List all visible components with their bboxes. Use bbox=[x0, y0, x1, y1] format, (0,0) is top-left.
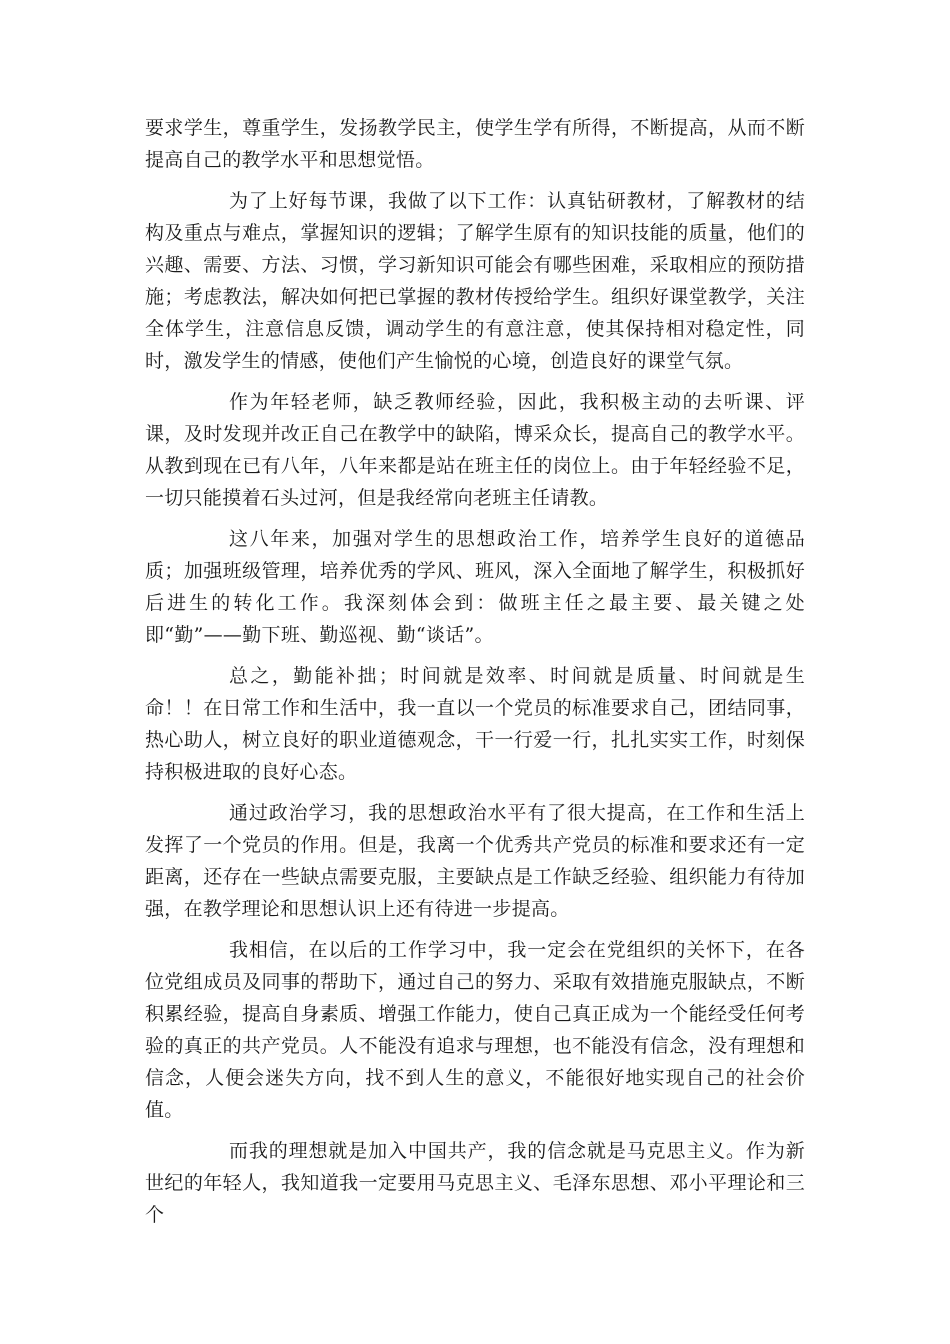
paragraph-2: 为了上好每节课，我做了以下工作：认真钻研教材，了解教材的结构及重点与难点，掌握知识的逻辑；了解学生原有的知识技能的质量，他们的兴趣、需要、方法、习惯，学习新知识可能会有哪些困难，采取相应的预防措施；考虑教法，解决如何把已掌握的教材传授给学生。组织好课堂教学，关注全体学生，注意信息反馈，调动学生的有意注意，使其保持相对稳定性，同时，激发学生的情感，使他们产生愉悦的心境，创造良好的课堂气氛。 bbox=[145, 190, 805, 372]
paragraph-7: 我相信，在以后的工作学习中，我一定会在党组织的关怀下，在各位党组成员及同事的帮助下，通过自己的努力、采取有效措施克服缺点，不断积累经验，提高自身素质、增强工作能力，使自己真正成为一个能经受任何考验的真正的共产党员。人不能没有追求与理想，也不能没有信念，没有理想和信念，人便会迷失方向，找不到人生的意义，不能很好地实现自己的社会价值。 bbox=[145, 939, 805, 1121]
paragraph-1: 要求学生，尊重学生，发扬教学民主，使学生学有所得，不断提高，从而不断提高自己的教学水平和思想觉悟。 bbox=[145, 117, 805, 171]
paragraph-4: 这八年来，加强对学生的思想政治工作，培养学生良好的道德品质；加强班级管理，培养优秀的学风、班风，深入全面地了解学生，积极抓好后进生的转化工作。我深刻体会到：做班主任之最主要、最关键之处即“勤”——勤下班、勤巡视、勤“谈话”。 bbox=[145, 528, 805, 646]
paragraph-6: 通过政治学习，我的思想政治水平有了很大提高，在工作和生活上发挥了一个党员的作用。但是，我离一个优秀共产党员的标准和要求还有一定距离，还存在一些缺点需要克服，主要缺点是工作缺乏经验、组织能力有待加强，在教学理论和思想认识上还有待进一步提高。 bbox=[145, 802, 805, 920]
paragraph-5: 总之，勤能补拙；时间就是效率、时间就是质量、时间就是生命！！在日常工作和生活中，我一直以一个党员的标准要求自己，团结同事，热心助人，树立良好的职业道德观念，干一行爱一行，扎扎实实工作，时刻保持积极进取的良好心态。 bbox=[145, 665, 805, 783]
paragraph-3: 作为年轻老师，缺乏教师经验，因此，我积极主动的去听课、评课，及时发现并改正自己在教学中的缺陷，博采众长，提高自己的教学水平。从教到现在已有八年，八年来都是站在班主任的岗位上。由于年轻经验不足，一切只能摸着石头过河，但是我经常向老班主任请教。 bbox=[145, 391, 805, 509]
paragraph-8: 而我的理想就是加入中国共产，我的信念就是马克思主义。作为新世纪的年轻人，我知道我一定要用马克思主义、毛泽东思想、邓小平理论和三个 bbox=[145, 1140, 805, 1226]
document-page bbox=[145, 112, 805, 1240]
